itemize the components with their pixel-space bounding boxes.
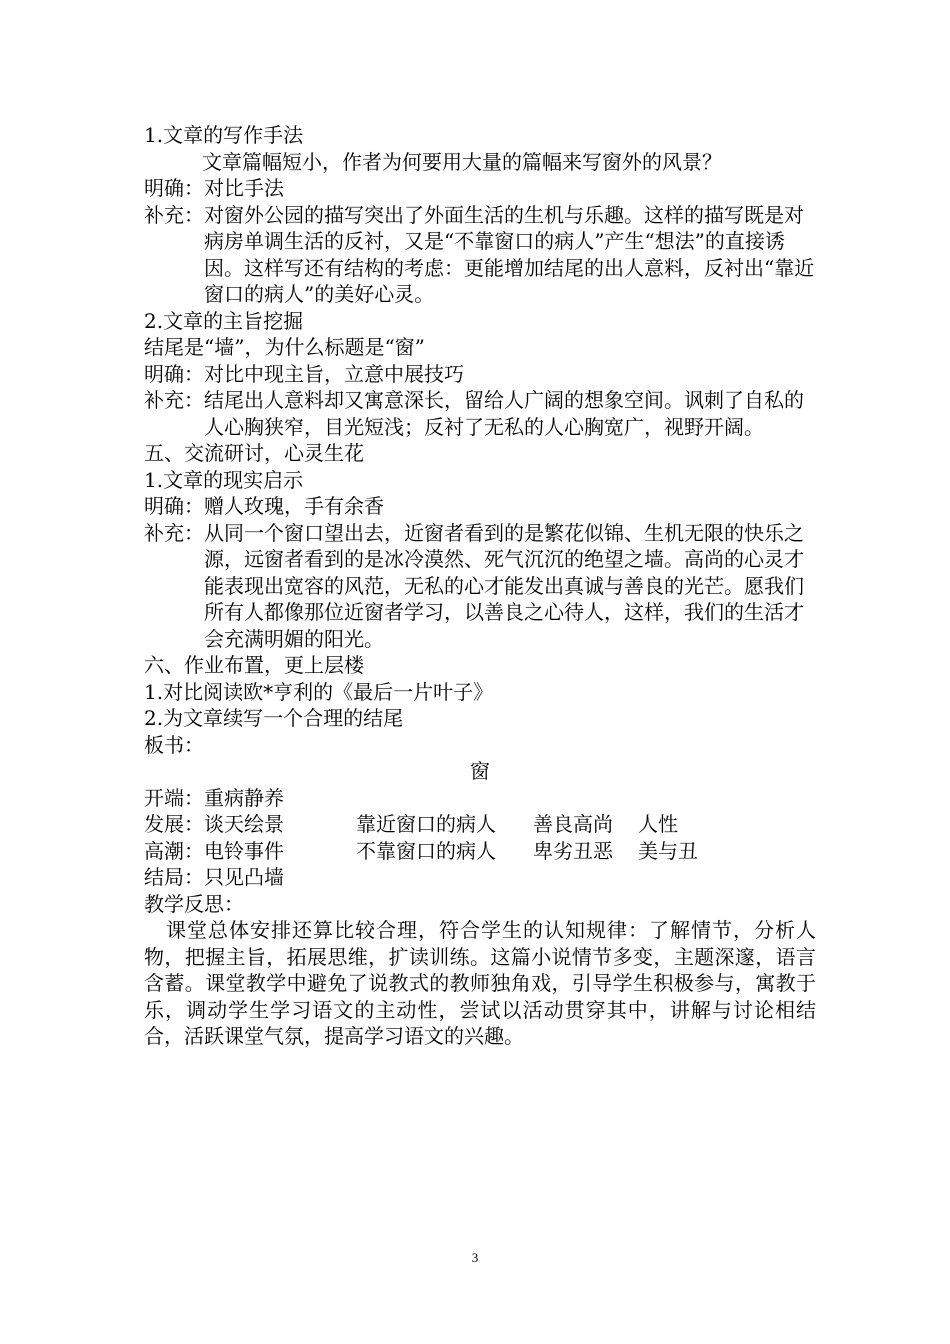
supplement-label: 补充： bbox=[144, 520, 204, 545]
homework-item: 1.对比阅读欧*亨利的《最后一片叶子》 bbox=[144, 679, 494, 704]
blackboard-theme: 美与丑 bbox=[638, 838, 698, 863]
page-number: 3 bbox=[471, 1250, 479, 1265]
section-heading-theme: 2.文章的主旨挖掘 bbox=[144, 308, 304, 333]
blackboard-stage: 高潮：电铃事件 bbox=[144, 838, 284, 863]
supplement-label: 补充： bbox=[144, 202, 204, 227]
supplement-text: 结尾出人意料却又寓意深长，留给人广阔的想象空间。讽刺了自私的人心胸狭窄，目光短浅；反衬了无私的人心胸宽广，视野开阔。 bbox=[204, 388, 804, 439]
blackboard-stage: 开端：重病静养 bbox=[144, 785, 284, 810]
answer-row bbox=[144, 175, 816, 202]
supplement-row bbox=[144, 520, 816, 653]
supplement-row bbox=[144, 202, 816, 308]
answer-text: 对比手法 bbox=[204, 176, 284, 200]
blackboard-trait: 善良高尚 bbox=[533, 812, 613, 836]
subsection-heading: 1.文章的现实启示 bbox=[144, 467, 304, 492]
blackboard-label: 板书： bbox=[144, 732, 204, 757]
homework-item: 2.为文章续写一个合理的结尾 bbox=[144, 706, 404, 730]
answer-label: 明确： bbox=[144, 176, 204, 200]
supplement-text: 从同一个窗口望出去，近窗者看到的是繁花似锦、生机无限的快乐之源，远窗者看到的是冰冷漠然、死气沉沉的绝望之墙。高尚的心灵才能表现出宽容的风范，无私的心才能发出真诚与善良的光芒。愿我们所有人都像那位近窗者学习，以善良之心待人，这样，我们的生活才会充满明媚的阳光。 bbox=[204, 520, 804, 651]
supplement-row bbox=[144, 387, 816, 440]
blackboard-character: 靠近窗口的病人 bbox=[356, 812, 496, 836]
section-heading-discussion: 五、交流研讨，心灵生花 bbox=[144, 441, 364, 465]
blackboard-theme: 人性 bbox=[638, 812, 678, 836]
blackboard-stage: 结局：只见凸墙 bbox=[144, 865, 284, 889]
reflection-label: 教学反思： bbox=[144, 891, 244, 916]
answer-label: 明确： bbox=[144, 361, 204, 386]
reflection-text: 课堂总体安排还算比较合理，符合学生的认知规律：了解情节，分析人物，把握主旨，拓展思维，扩读训练。这篇小说情节多变，主题深邃，语言含蓄。课堂教学中避免了说教式的教师独角戏，引导学生积极参与，寓教于乐，调动学生学习语文的主动性，尝试以活动贯穿其中，讲解与讨论相结合，活跃课堂气氛，提高学习语文的兴趣。 bbox=[144, 918, 816, 1048]
answer-label: 明确： bbox=[144, 494, 204, 518]
question-text: 文章篇幅短小，作者为何要用大量的篇幅来写窗外的风景？ bbox=[202, 149, 722, 174]
document-page bbox=[144, 122, 816, 1050]
blackboard-title: 窗 bbox=[470, 759, 490, 783]
answer-row bbox=[144, 493, 816, 520]
blackboard-character: 不靠窗口的病人 bbox=[356, 838, 496, 863]
supplement-label: 补充： bbox=[144, 388, 204, 412]
section-heading-writing-technique: 1.文章的写作手法 bbox=[144, 123, 304, 147]
answer-text: 对比中现主旨，立意中展技巧 bbox=[204, 361, 464, 386]
blackboard-row bbox=[144, 811, 816, 838]
blackboard-row bbox=[144, 838, 816, 865]
blackboard-row bbox=[144, 785, 816, 812]
section-heading-homework: 六、作业布置，更上层楼 bbox=[144, 653, 364, 677]
blackboard-stage: 发展：谈天绘景 bbox=[144, 812, 284, 836]
answer-row bbox=[144, 361, 816, 388]
answer-text: 赠人玫瑰，手有余香 bbox=[204, 494, 384, 518]
supplement-text: 对窗外公园的描写突出了外面生活的生机与乐趣。这样的描写既是对病房单调生活的反衬，又是“不靠窗口的病人”产生“想法”的直接诱因。这样写还有结构的考虑：更能增加结尾的出人意料，反衬出“靠近窗口的病人”的美好心灵。 bbox=[204, 202, 815, 306]
question-text: 结尾是“墙”，为什么标题是“窗” bbox=[144, 335, 425, 359]
blackboard-trait: 卑劣丑恶 bbox=[533, 838, 613, 863]
blackboard-row bbox=[144, 864, 816, 891]
